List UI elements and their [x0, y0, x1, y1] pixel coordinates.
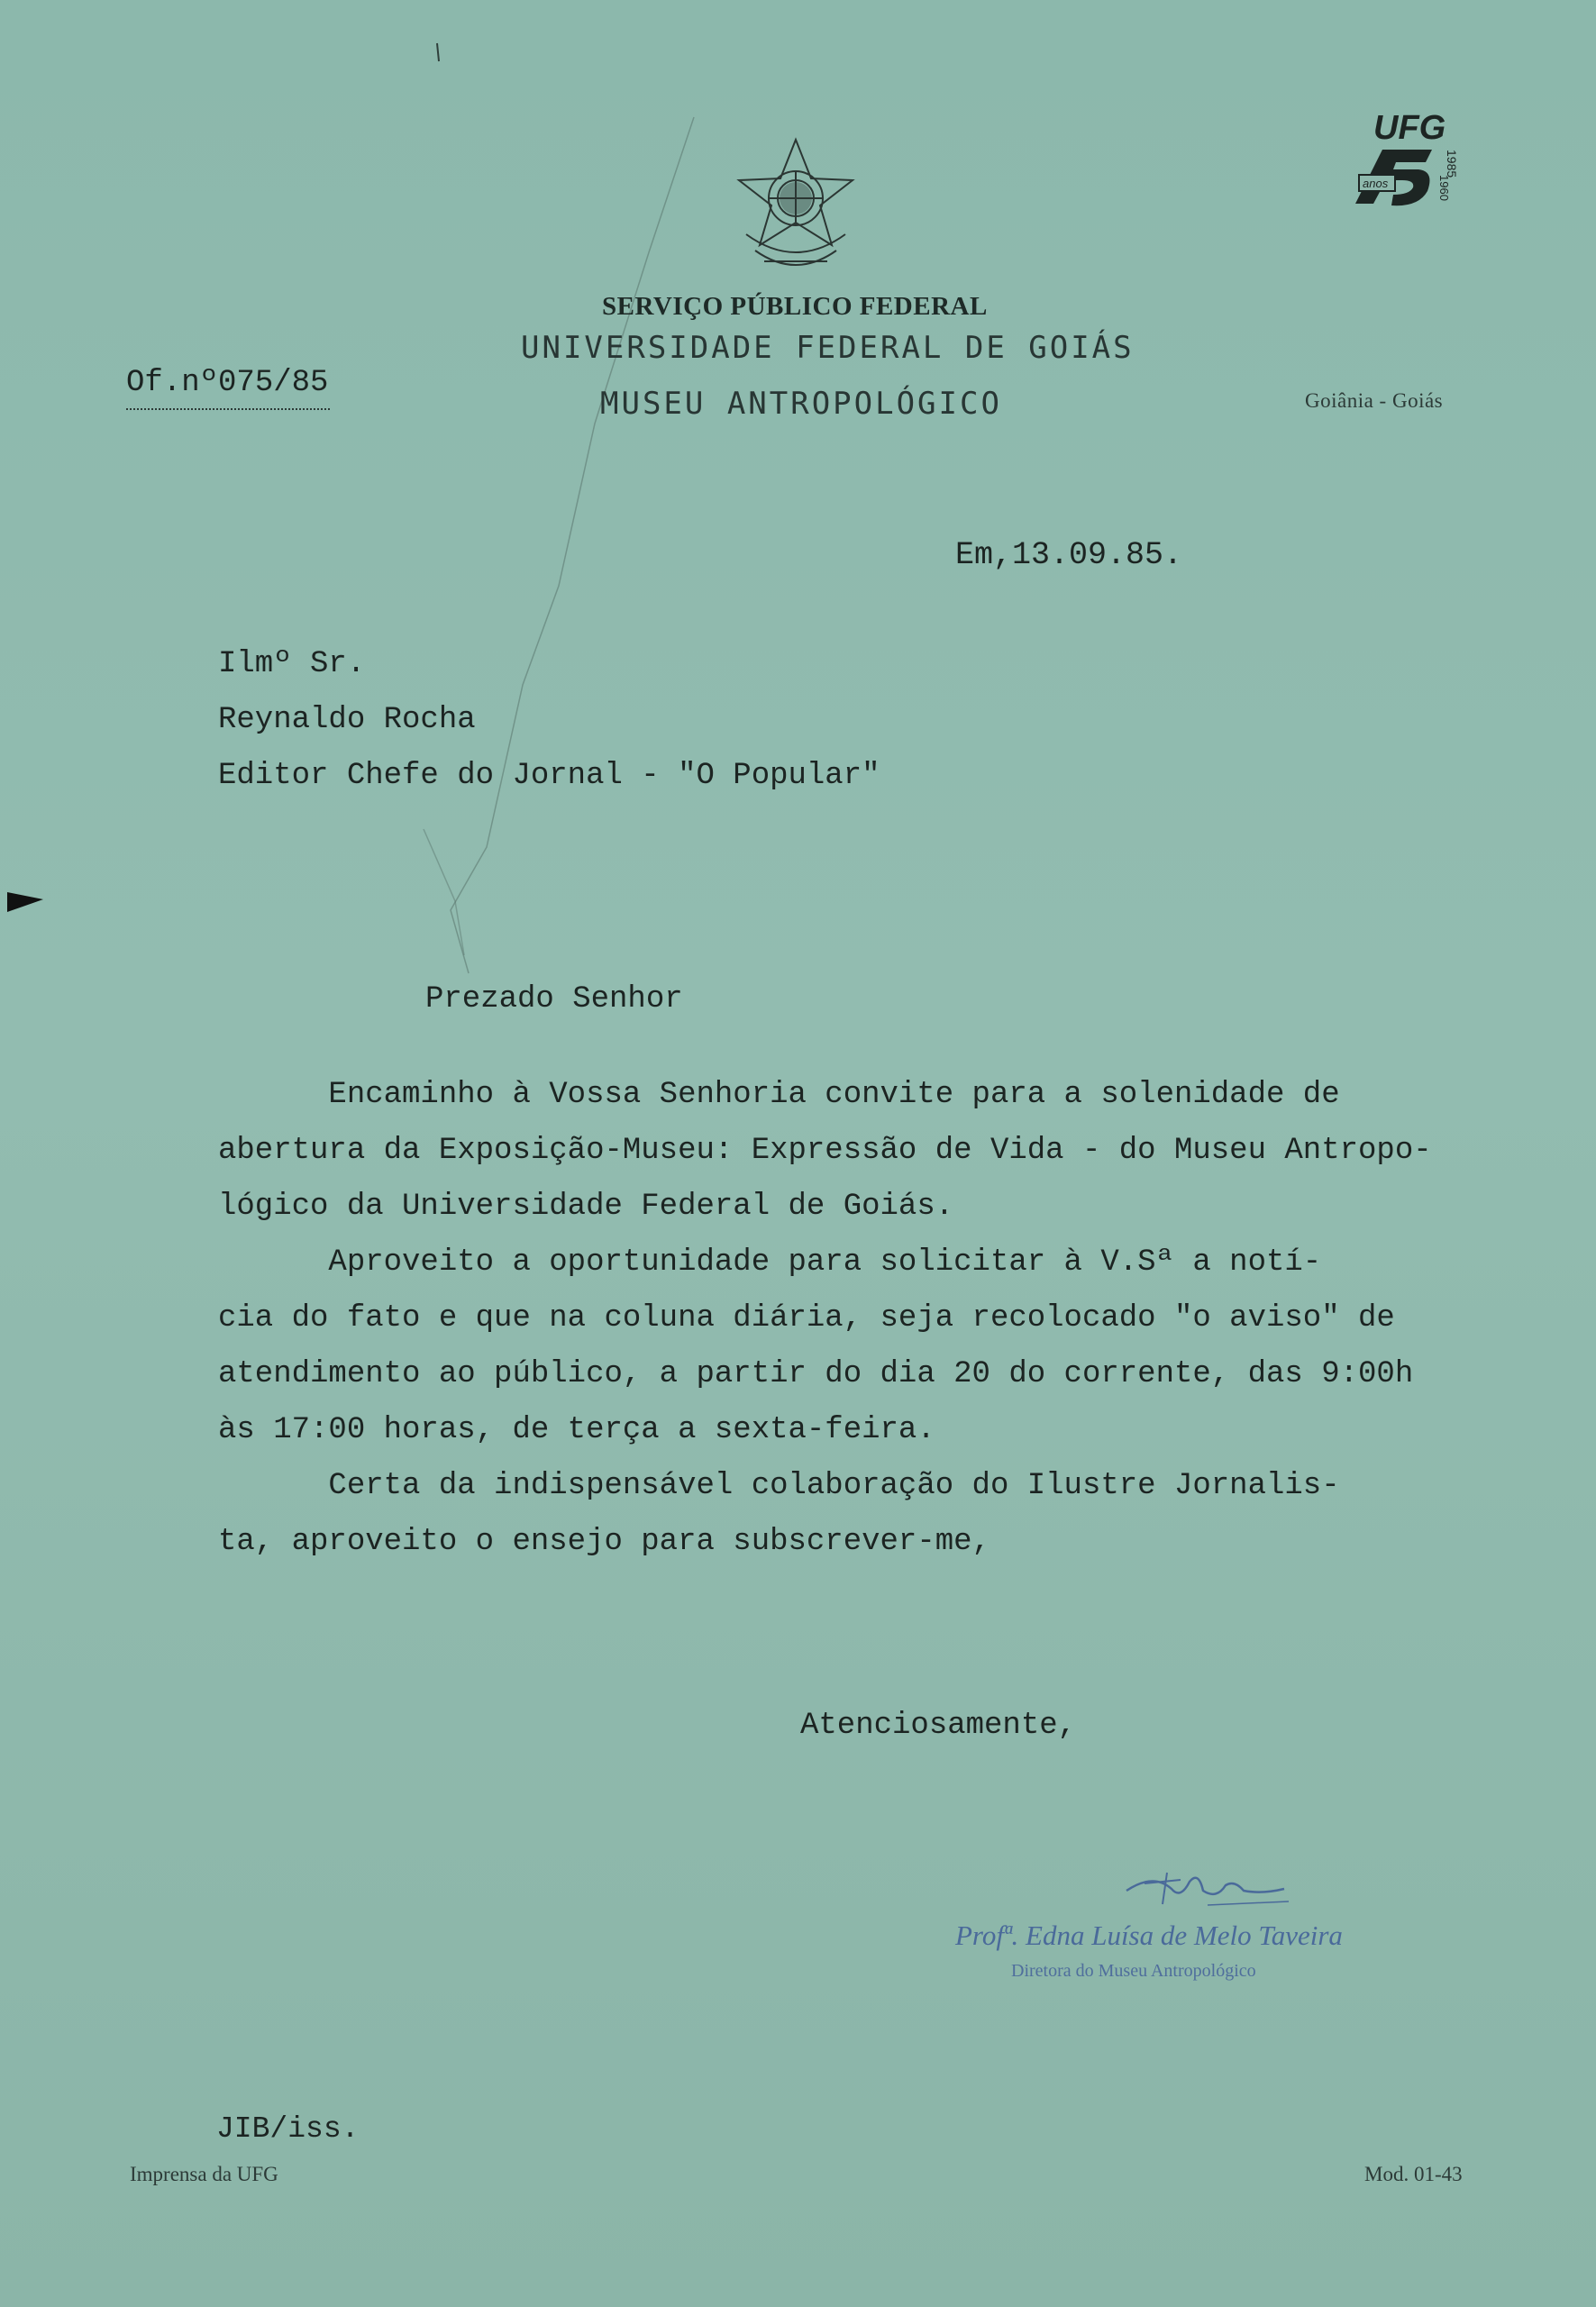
- body-line: abertura da Exposição-Museu: Expressão de Vida - do Museu Antropo-: [218, 1134, 1432, 1168]
- body-line: atendimento ao público, a partir do dia 20 do corrente, das 9:00h: [218, 1357, 1414, 1391]
- salutation: Prezado Senhor: [425, 982, 683, 1017]
- printer-note: Imprensa da UFG: [130, 2163, 278, 2185]
- signatory-name: Profª. Edna Luísa de Melo Taveira: [955, 1919, 1343, 1951]
- header-service: SERVIÇO PÚBLICO FEDERAL: [602, 292, 988, 321]
- coat-of-arms-emblem: [728, 135, 863, 288]
- body-line: Aproveito a oportunidade para solicitar à V.Sª a notí-: [218, 1245, 1322, 1280]
- svg-text:1985: 1985: [1445, 150, 1459, 178]
- office-number: Of.nº075/85: [126, 366, 329, 400]
- svg-text:UFG: UFG: [1373, 109, 1446, 147]
- ufg-25-years-logo: [1346, 105, 1464, 213]
- header-university: UNIVERSIDADE FEDERAL DE GOIÁS: [521, 330, 1135, 366]
- body-line: lógico da Universidade Federal de Goiás.: [218, 1190, 954, 1224]
- body-line: cia do fato e que na coluna diária, seja recolocado "o aviso" de: [218, 1301, 1395, 1336]
- header-museum: MUSEU ANTROPOLÓGICO: [600, 386, 1002, 422]
- recipient-title: Ilmº Sr.: [218, 647, 366, 681]
- signatory-title: Diretora do Museu Antropológico: [1011, 1961, 1256, 1981]
- recipient-position: Editor Chefe do Jornal - "O Popular": [218, 759, 880, 793]
- body-line: Certa da indispensável colaboração do Ilustre Jornalis-: [218, 1469, 1340, 1503]
- svg-text:1960: 1960: [1437, 175, 1451, 201]
- body-line: Encaminho à Vossa Senhoria convite para a solenidade de: [218, 1078, 1340, 1112]
- closing: Atenciosamente,: [800, 1709, 1077, 1743]
- svg-text:anos: anos: [1363, 177, 1389, 190]
- body-line: às 17:00 horas, de terça a sexta-feira.: [218, 1413, 935, 1447]
- reference-initials: JIB/iss.: [216, 2112, 360, 2146]
- letter-date: Em,13.09.85.: [955, 537, 1183, 573]
- signature-scribble: [1117, 1864, 1298, 1918]
- body-line: ta, aproveito o ensejo para subscrever-me,: [218, 1525, 990, 1559]
- header-city: Goiânia - Goiás: [1305, 389, 1444, 412]
- form-code: Mod. 01-43: [1364, 2163, 1463, 2185]
- office-number-underline: [126, 408, 330, 410]
- recipient-name: Reynaldo Rocha: [218, 703, 476, 737]
